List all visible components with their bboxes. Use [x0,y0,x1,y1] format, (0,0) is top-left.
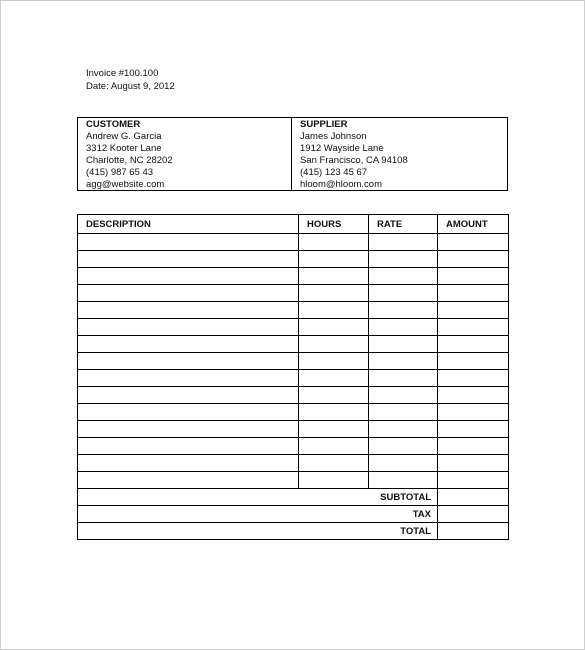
hours-cell[interactable] [299,336,369,353]
supplier-email: hloom@hloom.com [300,179,382,190]
table-header-row [78,215,509,234]
table-row [78,421,509,438]
supplier-phone: (415) 123 45 67 [300,167,368,178]
rate-cell[interactable] [369,285,438,302]
amount-cell[interactable] [438,387,509,404]
line-items-body [78,234,509,489]
rate-cell[interactable] [369,268,438,285]
supplier-city: San Francisco, CA 94108 [300,155,408,166]
rate-cell[interactable] [369,421,438,438]
table-row [78,387,509,404]
customer-email: agg@website.com [86,179,165,190]
customer-street: 3312 Kooter Lane [86,143,162,154]
description-cell[interactable] [78,319,299,336]
header-rate: RATE [369,215,438,234]
table-row [78,455,509,472]
tax-value-cell[interactable] [438,506,509,523]
rate-cell[interactable] [369,455,438,472]
rate-cell[interactable] [369,370,438,387]
supplier-name: James Johnson [300,131,367,142]
amount-cell[interactable] [438,319,509,336]
hours-cell[interactable] [299,472,369,489]
table-row [78,472,509,489]
description-cell[interactable] [78,285,299,302]
invoice-date: Date: August 9, 2012 [86,80,175,92]
amount-cell[interactable] [438,472,509,489]
description-cell[interactable] [78,370,299,387]
subtotal-value-cell[interactable] [438,489,509,506]
customer-phone: (415) 987 65 43 [86,167,154,178]
description-cell[interactable] [78,455,299,472]
table-row [78,353,509,370]
total-label: TOTAL [78,523,438,540]
amount-cell[interactable] [438,404,509,421]
header-hours: HOURS [299,215,369,234]
line-items-table [77,214,509,540]
amount-cell[interactable] [438,251,509,268]
table-row [78,336,509,353]
hours-cell[interactable] [299,455,369,472]
table-row [78,268,509,285]
hours-cell[interactable] [299,370,369,387]
rate-cell[interactable] [369,387,438,404]
table-row [78,319,509,336]
rate-cell[interactable] [369,472,438,489]
subtotal-row [78,489,509,506]
hours-cell[interactable] [299,404,369,421]
rate-cell[interactable] [369,234,438,251]
supplier-block [292,118,507,190]
amount-cell[interactable] [438,455,509,472]
hours-cell[interactable] [299,285,369,302]
amount-cell[interactable] [438,268,509,285]
invoice-meta [86,68,175,93]
description-cell[interactable] [78,387,299,404]
total-row [78,523,509,540]
description-cell[interactable] [78,268,299,285]
tax-row [78,506,509,523]
amount-cell[interactable] [438,353,509,370]
table-row [78,302,509,319]
rate-cell[interactable] [369,319,438,336]
rate-cell[interactable] [369,404,438,421]
total-value-cell[interactable] [438,523,509,540]
description-cell[interactable] [78,353,299,370]
table-row [78,438,509,455]
parties-box [77,117,508,191]
table-row [78,285,509,302]
description-cell[interactable] [78,438,299,455]
hours-cell[interactable] [299,251,369,268]
rate-cell[interactable] [369,302,438,319]
amount-cell[interactable] [438,336,509,353]
amount-cell[interactable] [438,234,509,251]
hours-cell[interactable] [299,438,369,455]
customer-block [78,118,292,190]
amount-cell[interactable] [438,421,509,438]
description-cell[interactable] [78,251,299,268]
tax-label: TAX [78,506,438,523]
supplier-heading: SUPPLIER [300,119,348,130]
table-row [78,404,509,421]
hours-cell[interactable] [299,353,369,370]
hours-cell[interactable] [299,319,369,336]
amount-cell[interactable] [438,370,509,387]
customer-heading: CUSTOMER [86,119,141,130]
description-cell[interactable] [78,302,299,319]
hours-cell[interactable] [299,387,369,404]
table-row [78,370,509,387]
customer-city: Charlotte, NC 28202 [86,155,173,166]
rate-cell[interactable] [369,251,438,268]
rate-cell[interactable] [369,353,438,370]
description-cell[interactable] [78,472,299,489]
customer-name: Andrew G. Garcia [86,131,162,142]
amount-cell[interactable] [438,285,509,302]
description-cell[interactable] [78,234,299,251]
description-cell[interactable] [78,336,299,353]
subtotal-label: SUBTOTAL [78,489,438,506]
table-row [78,251,509,268]
supplier-street: 1912 Wayside Lane [300,143,384,154]
table-row [78,234,509,251]
amount-cell[interactable] [438,438,509,455]
hours-cell[interactable] [299,268,369,285]
hours-cell[interactable] [299,234,369,251]
header-amount: AMOUNT [438,215,509,234]
hours-cell[interactable] [299,421,369,438]
rate-cell[interactable] [369,438,438,455]
rate-cell[interactable] [369,336,438,353]
description-cell[interactable] [78,404,299,421]
amount-cell[interactable] [438,302,509,319]
description-cell[interactable] [78,421,299,438]
invoice-number: Invoice #100.100 [86,68,159,79]
header-description: DESCRIPTION [78,215,299,234]
hours-cell[interactable] [299,302,369,319]
